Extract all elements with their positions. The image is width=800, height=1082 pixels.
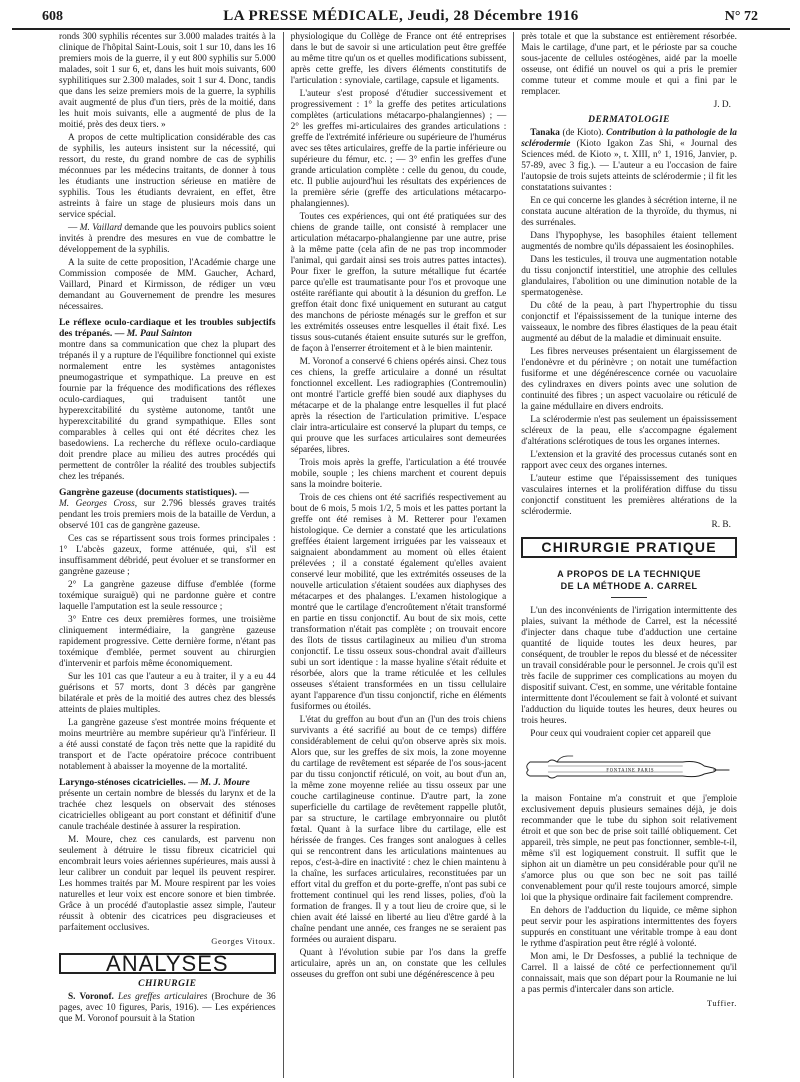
article-columns [52,32,744,1078]
issue-number: N° 72 [724,9,758,24]
paragraph: L'extension et la gravité des processus cutanés sont en rapport avec ceux des organes internes. [521,450,737,471]
paragraph: L'un des inconvénients de l'irrigation intermittente des plaies, suivant la méthode de Carrel, est la nécessité d'injecter dans chaque tube d'adduction une certaine quantité de liquide toutes les deux heures, par conséquent, de troubler le repos du blessé et de nécessiter un travail considérable pour le personnel. Je crois qu'il est très facile de supprimer ces complications au moyen du dispositif suivant. C'est, en somme, une véritable fontaine intermittente dont l'écoulement se fait à volonté et suivant l'adduction du liquide toutes les heures, deux heures ou trois heures. [521,606,737,726]
paragraph: Les fibres nerveuses présentaient un élargissement de l'endonèvre et du périnèvre ; on notait une tuméfaction fusiforme et une dégénérescence cornée ou vacuolaire des cylindraxes en divers points avec une solution de continuité des fibres ; un aspect vacuolaire ou réticulé de la gaine médullaire en divers endroits. [521,347,737,412]
paragraph-text: (Kioto Igakon Zas Shi, « Journal des Sciences méd. de Kioto », t. XIII, n° 1, 1916, Janvier, p. 57-89, avec 3 fig.). — L'auteur a eu l'occasion de faire l'autopsie de trois sujets atteints de sclérodermie ; il fit les constatations suivantes : [521,139,737,193]
paragraph: Sur les 101 cas que l'auteur a eu à traiter, il y a eu 44 guérisons et 57 morts, dont 3 décès par gangrène bilatérale et près de la moitié des autres chez des blessés atteints de plaies multiples. [59,672,276,715]
paragraph: Trois mois après la greffe, l'articulation a été trouvée mobile, souple ; les chiens marchent et courent depuis sans la moindre boiterie. [290,458,507,490]
paragraph: L'auteur estime que l'épaississement des tuniques vasculaires internes et la prolifération diffuse du tissu conjonctif constituent les premières altérations de la sclérodermie. [521,474,737,517]
paragraph: En dehors de l'adduction du liquide, ce même siphon peut servir pour les aspirations intermittentes des foyers suppurés en constituant une véritable trompe à eau dont le rythme d'aspiration peut être réglé à volonté. [521,906,737,949]
signature: Georges Vitoux. [211,936,276,946]
signature: R. B. [711,520,731,530]
paragraph: 2° La gangrène gazeuse diffuse d'emblée (forme toxémique suraiguë) qui ne pardonne guère et contre laquelle l'amputation est la seule ressource ; [59,580,276,612]
page-header [12,6,790,30]
article-subtitle: DE LA MÉTHODE A. CARREL [560,581,698,591]
paragraph: présente un certain nombre de blessés du larynx et de la trachée chez lesquels on observait des sténoses cicatricielles obligeant au port constant et définitif d'une canule trachéale destinée à assurer la respiration. [59,789,276,832]
paragraph: Dans l'hypophyse, les basophiles étaient tellement augmentés de nombre qu'ils dépassaient les éosinophiles. [521,231,737,252]
column-1 [52,32,283,1078]
paragraph: La sclérodermie n'est pas seulement un épaississement scléreux de la peau, elle s'accompagne également d'altérations sclérotiques de tous les organes internes. [521,415,737,447]
author-name: M. J. Moure [197,777,250,788]
paragraph: Quant à l'évolution subie par l'os dans la greffe articulaire, après un an, on constate que les cellules osseuses du greffon ont subi une dégénérescence à peu [290,948,507,980]
column-3 [513,32,744,1078]
article-subtitle: A PROPOS DE LA TECHNIQUE [557,569,702,579]
author-name: M. Georges Cross [59,499,135,509]
paragraph: Mon ami, le Dr Desfosses, a publié la technique de Carrel. Il a laissé de côté ce perfectionnement qu'il connaissait, mais que son départ pour la Roumanie ne lui a pas permis d'intercaler dans son article. [521,952,737,995]
paragraph: près totale et que la substance est entièrement résorbée. Mais le cartilage, d'une part, et le périoste par sa couche sous-jacente de cellules ostéogènes, aidé par la moelle osseuse, ont édifié un nouvel os qui a pris le premier comme tuteur et comme moule et qui a fini par le remplacer. [521,32,737,97]
siphon-illustration [521,748,737,786]
paragraph: physiologique du Collège de France ont été entreprises dans le but de savoir si une articulation peut être greffée au même titre qu'un os et quelles modifications subissent, après cette greffe, les divers éléments constitutifs de l'articulation : synoviale, cartilage, capsule et ligaments. [290,32,507,86]
column-2 [283,32,514,1078]
signature: Tuffier. [706,998,737,1008]
section-heading [59,777,276,788]
paragraph: M. Voronof a conservé 6 chiens opérés ainsi. Chez tous ces chiens, la greffe articulaire a donné un résultat fonctionnel excellent. Les radiographies (Contremoulin) ont montré l'article greffé bien soudé aux diaphyses du métacarpe et de la phalange entre lesquelles il fut placé après la résection de l'articulation primitive. L'espace clair intra-articulaire est conservé la plupart du temps, ce qui prouve que les surfaces articulaires sont demeurées séparées, libres. [290,357,507,455]
paragraph: Trois de ces chiens ont été sacrifiés respectivement au bout de 6 mois, 5 mois 1/2, 5 mois et les pattes portant la greffe ont été remises à M. Retterer pour l'examen histologique. Ce dernier a constaté que les articulations greffées étaient largement irriguées par les vaisseaux et saignaient abondamment au moment où elles étaient prélevées ; il a constaté également qu'elles avaient conservé leur mobilité, que les extrémités osseuses de la nouvelle articulation s'étaient soudées aux diaphyses des métacarpes et des phalanges. L'examen histologique a montré que le cartilage d'encroûtement n'était transformé en partie en tissu conjonctif. Au bout de six mois, cette transformation n'était pas complète ; on trouvait encore des îlots de tissus cartilagineux au milieu d'un stroma conjonctif. Le tissu osseux sous-chondral avait d'ailleurs subi un sort identique : la masse hyaline s'était réduite et résorbée, alors que la trame réticulée et les cellules osseuses s'étaient transformées en un tissu cellulaire ayant l'apparence d'un tissu conjonctif, riche en éléments fusiformes ou étoilés. [290,493,507,712]
paragraph-text: demande que les pouvoirs publics soient invités à prendre des mesures en vue de combattre le développement de la syphilis. [59,223,276,255]
paragraph-text: , sur 2.796 blessés graves traités pendant les trois premiers mois de la bataille de Verdun, a observé 101 cas de gangrène gazeuse. [59,499,276,531]
author-name: Tanaka [530,128,560,138]
section-heading [59,317,276,339]
siphon-apparatus-figure [521,748,737,786]
rubric-label: CHIRURGIE [138,979,197,989]
signature: J. D. [713,100,731,110]
paragraph: A la suite de cette proposition, l'Académie charge une Commission composée de MM. Gaucher, Achard, Vaillard, Pinard et Kirmisson, de rédiger un vœu demandant au Gouvernement de prendre les mesures nécessaires. [59,258,276,312]
author-name: M. Vaillard [79,223,122,233]
paragraph: la maison Fontaine m'a construit et que j'emploie exclusivement depuis plusieurs semaines déjà, je dois recommander que le tube du siphon soit relativement étroit et que son bec de prise soit taillé obliquement. Cet appareil, très simple, ne peut pas fonctionner, semble-t-il, même s'il est logiquement construit. Il suffit que le siphon ait un diamètre un peu considérable pour qu'il ne s'amorce plus ou que son bec ne soit pas taillé convenablement pour qu'il reste toujours amorcé, simple loi que la physique ordinaire fait facilement comprendre. [521,794,737,903]
rubric-label: DERMATOLOGIE [588,115,671,125]
chirurgie-pratique-heading: CHIRURGIE PRATIQUE [521,537,737,558]
divider [611,597,647,598]
paragraph: En ce qui concerne les glandes à sécrétion interne, il ne constata aucune altération de la thyroïde, du thymus, ni des surrénales. [521,196,737,228]
work-title: Contribution à la pathologie de la sclérodermie [521,128,737,149]
paragraph: Du côté de la peau, à part l'hypertrophie du tissu conjonctif et l'épaississement de la tunique interne des vaisseaux, le nombre des fibres élastiques de la peau était augmenté au début de la maladie et diminuait ensuite. [521,301,737,344]
paragraph: Pour ceux qui voudraient copier cet appareil que [530,729,711,739]
journal-title: LA PRESSE MÉDICALE, Jeudi, 28 Décembre 1916 [223,8,579,24]
paragraph: 3° Entre ces deux premières formes, une troisième cliniquement intermédiaire, la gangrène gazeuse rapidement progressive. Cette dernière forme, n'étant pas toxémique d'emblée, permet souvent au chirurgien d'intervenir et parfois même économiquement. [59,615,276,669]
paragraph: montre dans sa communication que chez la plupart des trépanés il y a rupture de l'équilibre fonctionnel qui existe normalement entre les systèmes antagonistes pneumogastrique et sympathique. La preuve en est fournie par la fréquence des modifications des réflexes oculo-cardiaques, qui traduisent tantôt une hyperexcitabilité du système autonome, tantôt une hyperexcitabilité du grand sympathique. Elles sont comparables à celles qui ont été décrites chez les basedowiens. La recherche du réflexe oculo-cardiaque doit prendre place au milieu des autres procédés qui permettent de contrôler la réalité des troubles subjectifs chez les trépanés. [59,340,276,482]
paragraph: A propos de cette multiplication considérable des cas de syphilis, les auteurs insistent sur la nécessité, qui ressort, du reste, du grand nombre de cas de syphilis méconnues par les médecins traitants, de donner à tous les étudiants une instruction sérieuse en matière de syphilis. Tous les étudiants devraient, en effet, être astreints à faire un stage de plusieurs mois dans un service spécial. [59,133,276,220]
analyses-heading: ANALYSES [59,953,276,974]
section-heading: Gangrène gazeuse (documents statistiques). — [59,487,249,498]
paragraph [521,128,737,194]
paragraph: Dans les testicules, il trouva une augmentation notable du tissu conjonctif interstitiel, une atrophie des cellules glandulaires, l'abolition ou une diminution notable de la spermatogenèse. [521,255,737,298]
section-title: Le réflexe oculo-cardiaque et les troubles subjectifs des trépanés. — [59,317,276,339]
paragraph: — M. Vaillard demande que les pouvoirs publics soient invités à prendre des mesures en vue de combattre le développement de la syphilis. [59,223,276,255]
paragraph: ronds 300 syphilis récentes sur 3.000 malades traités à la clinique de l'hôpital Saint-Louis, soit 1 sur 10, dans les 16 premiers mois de la guerre, il y eut 800 syphilis sur 5.000 malades, soit 1 sur 6, et, dans les huit mois suivants, 600 syphilitiques sur 2.300 malades, soit 1 sur 4. Donc, tandis que dans les seize premiers mois de la guerre, la syphilis avait augmenté de plus d'un tiers, près de la moitié, dans les huit mois suivants, elle a augmenté de plus de la moitié, près des deux tiers. » [59,32,276,130]
paragraph-text: (Brochure de 36 pages, avec 10 figures, Paris, 1916). — Les expériences que M. Voronof poursuit à la Station [59,992,276,1024]
figure-label: FONTAINE PARIS [606,768,655,774]
paragraph: Ces cas se répartissent sous trois formes principales : 1° L'abcès gazeux, forme atténuée, qui, s'il est insuffisamment débridé, peut évoluer et se transformer en gangrène gazeuse ; [59,534,276,577]
paragraph [59,499,276,532]
author-name: S. Voronof. [68,992,114,1002]
work-title: Les greffes articulaires [113,992,208,1002]
paragraph: L'état du greffon au bout d'un an (l'un des trois chiens survivants a été sacrifié au bout de ce temps) différe considérablement de celui qu'on observe après six mois. Alors que, sur les greffes de six mois, la zone moyenne du cartilage de revêtement est séparée de l'os sous-jacent par du tissu conjonctif réticulé, on voit, au bout d'un an, la même zone moyenne reliée au tissu osseux par une couche cartilagineuse continue. D'autre part, la zone superficielle du cartilage de revêtement rappelle plutôt, par sa structure, le cartilage embryonnaire ou plutôt fœtal. Quant à la surface libre du cartilage, elle est hérissée de franges. Ces franges sont analogues à celles qui se rencontrent dans les articulations maintenues au repos, c'est-à-dire en inactivité : chez le chien maintenu à la chaîne, les surfaces articulaires, reconstituées par un effort vital du greffon et du porte-greffe, n'ont pas subi ce frottement continuel qui les rend lisses, polies, d'où la formation de franges. Il y a tout lieu de croire que, si le chien avait été laissé en liberté au lieu d'être gardé à la chaîne pendant une année, ces franges ne se seraient pas formées ou auraient disparu. [290,715,507,945]
section-title: Laryngo-sténoses cicatricielles. — [59,777,198,788]
page-number: 608 [42,9,63,24]
paragraph: Toutes ces expériences, qui ont été pratiquées sur des chiens de grande taille, ont consisté à remplacer une articulation métacarpo-phalangienne par une autre, prise à la même patte (cela afin de ne pas trop incommoder l'animal, qui gardait ainsi ses trois autres pattes intactes). Pour fixer le greffon, la suture métallique fut écartée parce qu'elle est traumatisante pour l'os et provoque une ostéite raréfiante qui aboutit à la désunion du greffon. Le greffon était donc fixé uniquement en suturant au catgut des manchons de périoste ménagés sur le greffon et sur les extrémités osseuses entre lesquelles il était fixé. Les tissus sous-cutanés étaient ensuite suturés sur le greffon, de façon à l'enserrer étroitement et à le bien maintenir. [290,212,507,354]
author-name: M. Paul Sainton [124,328,193,339]
paragraph: L'auteur s'est proposé d'étudier successivement et progressivement : 1° la greffe des petites articulations complètes (articulations métacarpo-phalangiennes) ; — 2° les greffes mi-articulaires des grandes articulations : greffe de l'extrémité inférieure ou supérieure de l'humérus avec ses têtes articulaires, greffe de la partie inférieure ou supérieure du fémur, etc. ; — 3° enfin les greffes d'une grande articulation complète : celle du genou, du coude, etc. Il publie aujourd'hui les résultats des expériences de la première série (greffe des articulations métacarpo-phalangiennes). [290,89,507,209]
author-location: (de Kioto). [559,128,604,138]
paragraph [59,992,276,1025]
paragraph: M. Moure, chez ces canulards, est parvenu non seulement à détruire le tissu fibreux cicatriciel qui encombrait leurs voies aériennes supérieures, mais aussi à leur calibrer un conduit par lequel ils peuvent respirer. Les hommes traités par M. Moure respirent par les voies naturelles et leur voix est encore sonore et bien timbrée. Grâce à un procédé d'autoplastie assez simple, l'auteur réussit à obtenir des cicatrices peu disgracieuses et parfaitement occlusives. [59,835,276,933]
paragraph: La gangrène gazeuse s'est montrée moins fréquente et moins meurtrière au membre supérieur qu'à l'inférieur. Il a été aussi constaté de façon très nette que la rapidité du transport et de l'acte opératoire précoce contribuent notablement à abaisser la moyenne de la mortalité. [59,718,276,772]
